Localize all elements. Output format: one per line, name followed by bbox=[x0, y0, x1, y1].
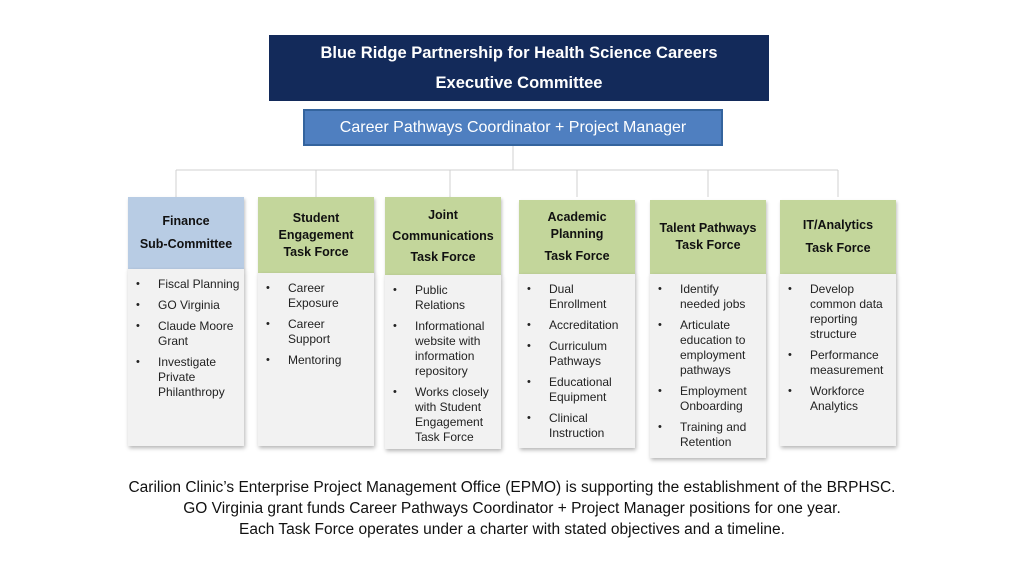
executive-title-line1: Blue Ridge Partnership for Health Science Careers bbox=[320, 44, 718, 62]
list-item: • Accreditation bbox=[525, 318, 631, 333]
column-header bbox=[650, 200, 766, 274]
column-body bbox=[650, 274, 766, 458]
list-item: • GO Virginia bbox=[134, 298, 240, 313]
coordinator-label: Career Pathways Coordinator + Project Manager bbox=[339, 119, 687, 136]
list-item: • Works closely with Student Engagement Task Force bbox=[391, 385, 497, 445]
column-title-line: Joint bbox=[428, 207, 458, 222]
list-item: • Investigate Private Philanthropy bbox=[134, 355, 240, 400]
column-title-line: Engagement bbox=[278, 227, 354, 242]
column-title-line: Task Force bbox=[805, 241, 871, 255]
column-title-line: Communications bbox=[392, 228, 494, 243]
list-item: • Workforce Analytics bbox=[786, 384, 892, 414]
column-header bbox=[519, 200, 635, 274]
list-item: • Career Exposure bbox=[264, 281, 370, 311]
list-item: • Clinical Instruction bbox=[525, 411, 631, 441]
footer-line-2: GO Virginia grant funds Career Pathways Coordinator + Project Manager positions for one year. bbox=[183, 500, 841, 517]
column-title-line: Task Force bbox=[283, 244, 349, 259]
column-title-line: Sub-Committee bbox=[139, 237, 233, 251]
list-item: • Informational website with information repository bbox=[391, 319, 497, 379]
column-title-line: IT/Analytics bbox=[802, 218, 874, 232]
column-body bbox=[780, 274, 896, 446]
column-body bbox=[258, 273, 374, 446]
column-title-line: Task Force bbox=[675, 238, 741, 252]
column-title-line: Task Force bbox=[544, 249, 610, 263]
list-item: • Educational Equipment bbox=[525, 375, 631, 405]
footer-line-3: Each Task Force operates under a charter with stated objectives and a timeline. bbox=[239, 521, 785, 538]
list-item: • Fiscal Planning bbox=[134, 277, 240, 292]
footer-line-1: Carilion Clinic’s Enterprise Project Management Office (EPMO) is supporting the establishment of the BRPHSC. bbox=[128, 479, 896, 496]
column-title-line: Student bbox=[292, 210, 340, 225]
column-title-line: Task Force bbox=[410, 249, 476, 264]
list-item: • Training and Retention bbox=[656, 420, 762, 450]
column-title-line: Finance bbox=[162, 214, 210, 228]
column-title-line: Academic bbox=[547, 210, 607, 224]
column-title-line: Planning bbox=[550, 227, 604, 241]
column-body bbox=[128, 269, 244, 446]
list-item: • Curriculum Pathways bbox=[525, 339, 631, 369]
list-item: • Develop common data reporting structure bbox=[786, 282, 892, 342]
list-item: • Articulate education to employment pathways bbox=[656, 318, 762, 378]
column-title-line: Talent Pathways bbox=[659, 221, 757, 235]
footer-notes bbox=[0, 477, 1024, 540]
list-item: • Performance measurement bbox=[786, 348, 892, 378]
column-header bbox=[258, 197, 374, 273]
list-item: • Dual Enrollment bbox=[525, 282, 631, 312]
list-item: • Employment Onboarding bbox=[656, 384, 762, 414]
list-item: • Career Support bbox=[264, 317, 370, 347]
list-item: • Public Relations bbox=[391, 283, 497, 313]
column-header bbox=[780, 200, 896, 274]
column-header bbox=[128, 197, 244, 269]
column-body bbox=[519, 274, 635, 448]
column-body bbox=[385, 275, 501, 449]
list-item: • Mentoring bbox=[264, 353, 370, 368]
list-item: • Claude Moore Grant bbox=[134, 319, 240, 349]
list-item: • Identify needed jobs bbox=[656, 282, 762, 312]
column-header bbox=[385, 197, 501, 275]
executive-title-line2: Executive Committee bbox=[435, 74, 603, 92]
